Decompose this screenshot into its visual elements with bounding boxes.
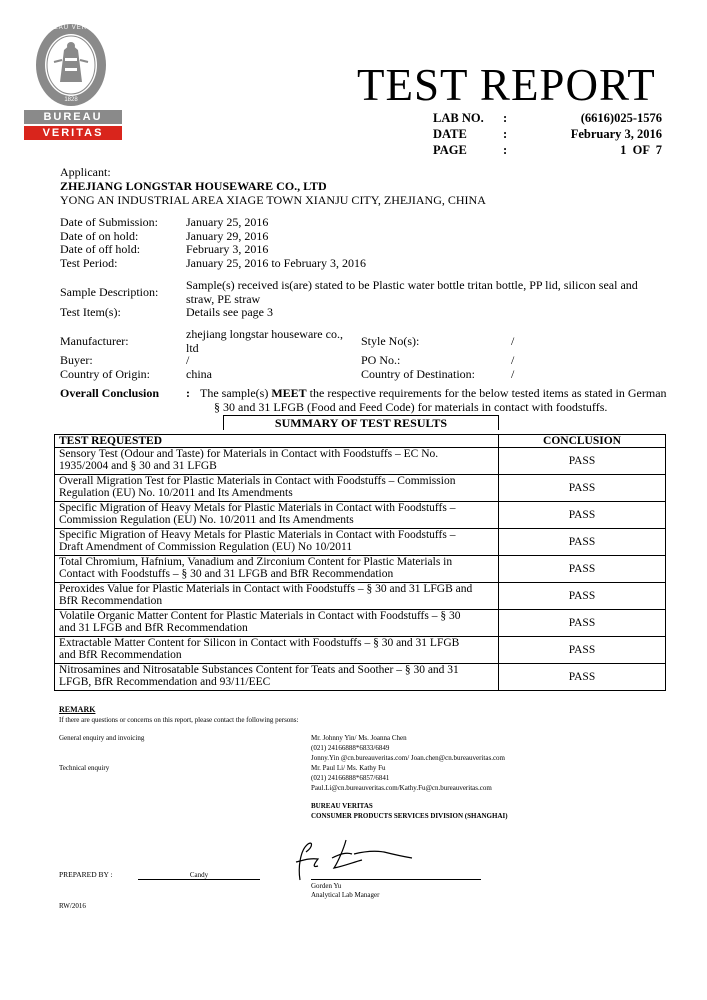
general-email: Jonny.Yin @cn.bureauveritas.com/ Joan.chen@cn.bureauveritas.com	[311, 754, 505, 762]
bureau-veritas-wordmark: BUREAU VERITAS	[24, 110, 122, 140]
conclusion-colon: :	[186, 386, 190, 400]
table-row: Volatile Organic Matter Content for Plastic Materials in Contact with Foodstuffs – § 30 and 31 LFGB and BfR Recommendation PASS	[55, 610, 666, 637]
po-value: /	[511, 353, 515, 367]
result-cell: PASS	[499, 664, 666, 691]
table-header	[55, 435, 666, 448]
result-cell: PASS	[499, 502, 666, 529]
signature-mark	[288, 832, 418, 884]
submission-label: Date of Submission:	[60, 215, 158, 229]
manufacturer-label: Manufacturer:	[60, 334, 129, 348]
header-test-requested: TEST REQUESTED	[55, 435, 499, 448]
table-row: Extractable Matter Content for Silicon in Contact with Foodstuffs – § 30 and 31 LFGB and BfR Recommendation PASS	[55, 637, 666, 664]
test-items-value: Details see page 3	[186, 305, 273, 319]
table-row: Overall Migration Test for Plastic Materials in Contact with Foodstuffs – Commission Regulation (EU) No. 10/2011 and Its Amendments PASS	[55, 475, 666, 502]
signatory-name: Gorden Yu	[311, 882, 342, 890]
off-hold-label: Date of off hold:	[60, 242, 141, 256]
buyer-label: Buyer:	[60, 353, 93, 367]
general-names: Mr. Johnny Yin/ Ms. Joanna Chen	[311, 734, 407, 742]
table-row: Sensory Test (Odour and Taste) for Materials in Contact with Foodstuffs – EC No. 1935/2004 and § 30 and 31 LFGB PASS	[55, 448, 666, 475]
general-enquiry-label: General enquiry and invoicing	[59, 734, 145, 742]
result-cell: PASS	[499, 610, 666, 637]
buyer-value: /	[186, 353, 190, 367]
signatory-title: Analytical Lab Manager	[311, 891, 380, 899]
general-phone: (021) 24166888*6833/6849	[311, 744, 390, 752]
manufacturer-line1: zhejiang longstar houseware co.,	[186, 327, 343, 341]
results-table	[54, 434, 666, 691]
sample-label: Sample Description:	[60, 285, 159, 299]
remark-intro: If there are questions or concerns on this report, please contact the following persons:	[59, 716, 299, 724]
report-title: TEST REPORT	[357, 60, 656, 110]
result-cell: PASS	[499, 556, 666, 583]
manufacturer-line2: ltd	[186, 341, 199, 355]
destination-label: Country of Destination:	[361, 367, 475, 381]
origin-value: china	[186, 367, 212, 381]
technical-enquiry-label: Technical enquiry	[59, 764, 110, 772]
on-hold-value: January 29, 2016	[186, 229, 269, 243]
table-row: Nitrosamines and Nitrosatable Substances Content for Teats and Soother – § 30 and 31 LFGB, BfR Recommendation and 93/11/EEC PASS	[55, 664, 666, 691]
result-cell: PASS	[499, 448, 666, 475]
result-cell: PASS	[499, 637, 666, 664]
company-division: CONSUMER PRODUCTS SERVICES DIVISION (SHANGHAI)	[311, 812, 508, 820]
submission-value: January 25, 2016	[186, 215, 269, 229]
approver-signature-line	[311, 879, 481, 880]
tech-phone: (021) 24166888*6857/6841	[311, 774, 390, 782]
header-conclusion: CONCLUSION	[499, 435, 666, 448]
table-row: Peroxides Value for Plastic Materials in Contact with Foodstuffs – § 30 and 31 LFGB and BfR Recommendation PASS	[55, 583, 666, 610]
footer-code: RW/2016	[59, 902, 86, 910]
remark-title: REMARK	[59, 705, 96, 714]
result-cell: PASS	[499, 583, 666, 610]
conclusion-text: The sample(s) MEET the respective requirements for the below tested items as stated in German	[200, 386, 667, 400]
result-cell: PASS	[499, 529, 666, 556]
seal-lettering: BUREAU VERITAS 1828	[38, 25, 104, 103]
company-name: BUREAU VERITAS	[311, 802, 373, 810]
table-row: Specific Migration of Heavy Metals for Plastic Materials in Contact with Foodstuffs – Draft Amendment of Commission Regulation (EU) No 10/2011 PASS	[55, 529, 666, 556]
tech-email: Paul.Li@cn.bureauveritas.com/Kathy.Fu@cn.bureauveritas.com	[311, 784, 492, 792]
sample-line1: Sample(s) received is(are) stated to be Plastic water bottle tritan bottle, PP lid, silicon seal and	[186, 278, 638, 292]
sample-line2: straw, PE straw	[186, 292, 261, 306]
off-hold-value: February 3, 2016	[186, 242, 269, 256]
conclusion-label: Overall Conclusion	[60, 386, 160, 400]
test-period-value: January 25, 2016 to February 3, 2016	[186, 256, 366, 270]
test-period-label: Test Period:	[60, 256, 118, 270]
test-items-label: Test Item(s):	[60, 305, 121, 319]
on-hold-label: Date of on hold:	[60, 229, 139, 243]
prepared-by-label: PREPARED BY :	[59, 870, 113, 879]
applicant-address: YONG AN INDUSTRIAL AREA XIAGE TOWN XIANJU CITY, ZHEJIANG, CHINA	[60, 193, 486, 207]
origin-label: Country of Origin:	[60, 367, 150, 381]
result-cell: PASS	[499, 475, 666, 502]
applicant-name: ZHEJIANG LONGSTAR HOUSEWARE CO., LTD	[60, 179, 327, 193]
style-no-value: /	[511, 334, 515, 348]
summary-title: SUMMARY OF TEST RESULTS	[223, 415, 499, 430]
applicant-label: Applicant:	[60, 165, 111, 179]
prepared-by-name: Candy	[189, 871, 209, 879]
po-label: PO No.:	[361, 353, 401, 367]
table-row: Total Chromium, Hafnium, Vanadium and Zirconium Content for Plastic Materials in Contact with Foodstuffs – § 30 and 31 LFGB and BfR Recommendation PASS	[55, 556, 666, 583]
destination-value: /	[511, 367, 515, 381]
tech-names: Mr. Paul Li/ Ms. Kathy Fu	[311, 764, 386, 772]
table-row: Specific Migration of Heavy Metals for Plastic Materials in Contact with Foodstuffs – Commission Regulation (EU) No. 10/2011 and Its Amendments PASS	[55, 502, 666, 529]
style-no-label: Style No(s):	[361, 334, 420, 348]
conclusion-line2: § 30 and 31 LFGB (Food and Feed Code) for materials in contact with foodstuffs.	[214, 400, 608, 414]
